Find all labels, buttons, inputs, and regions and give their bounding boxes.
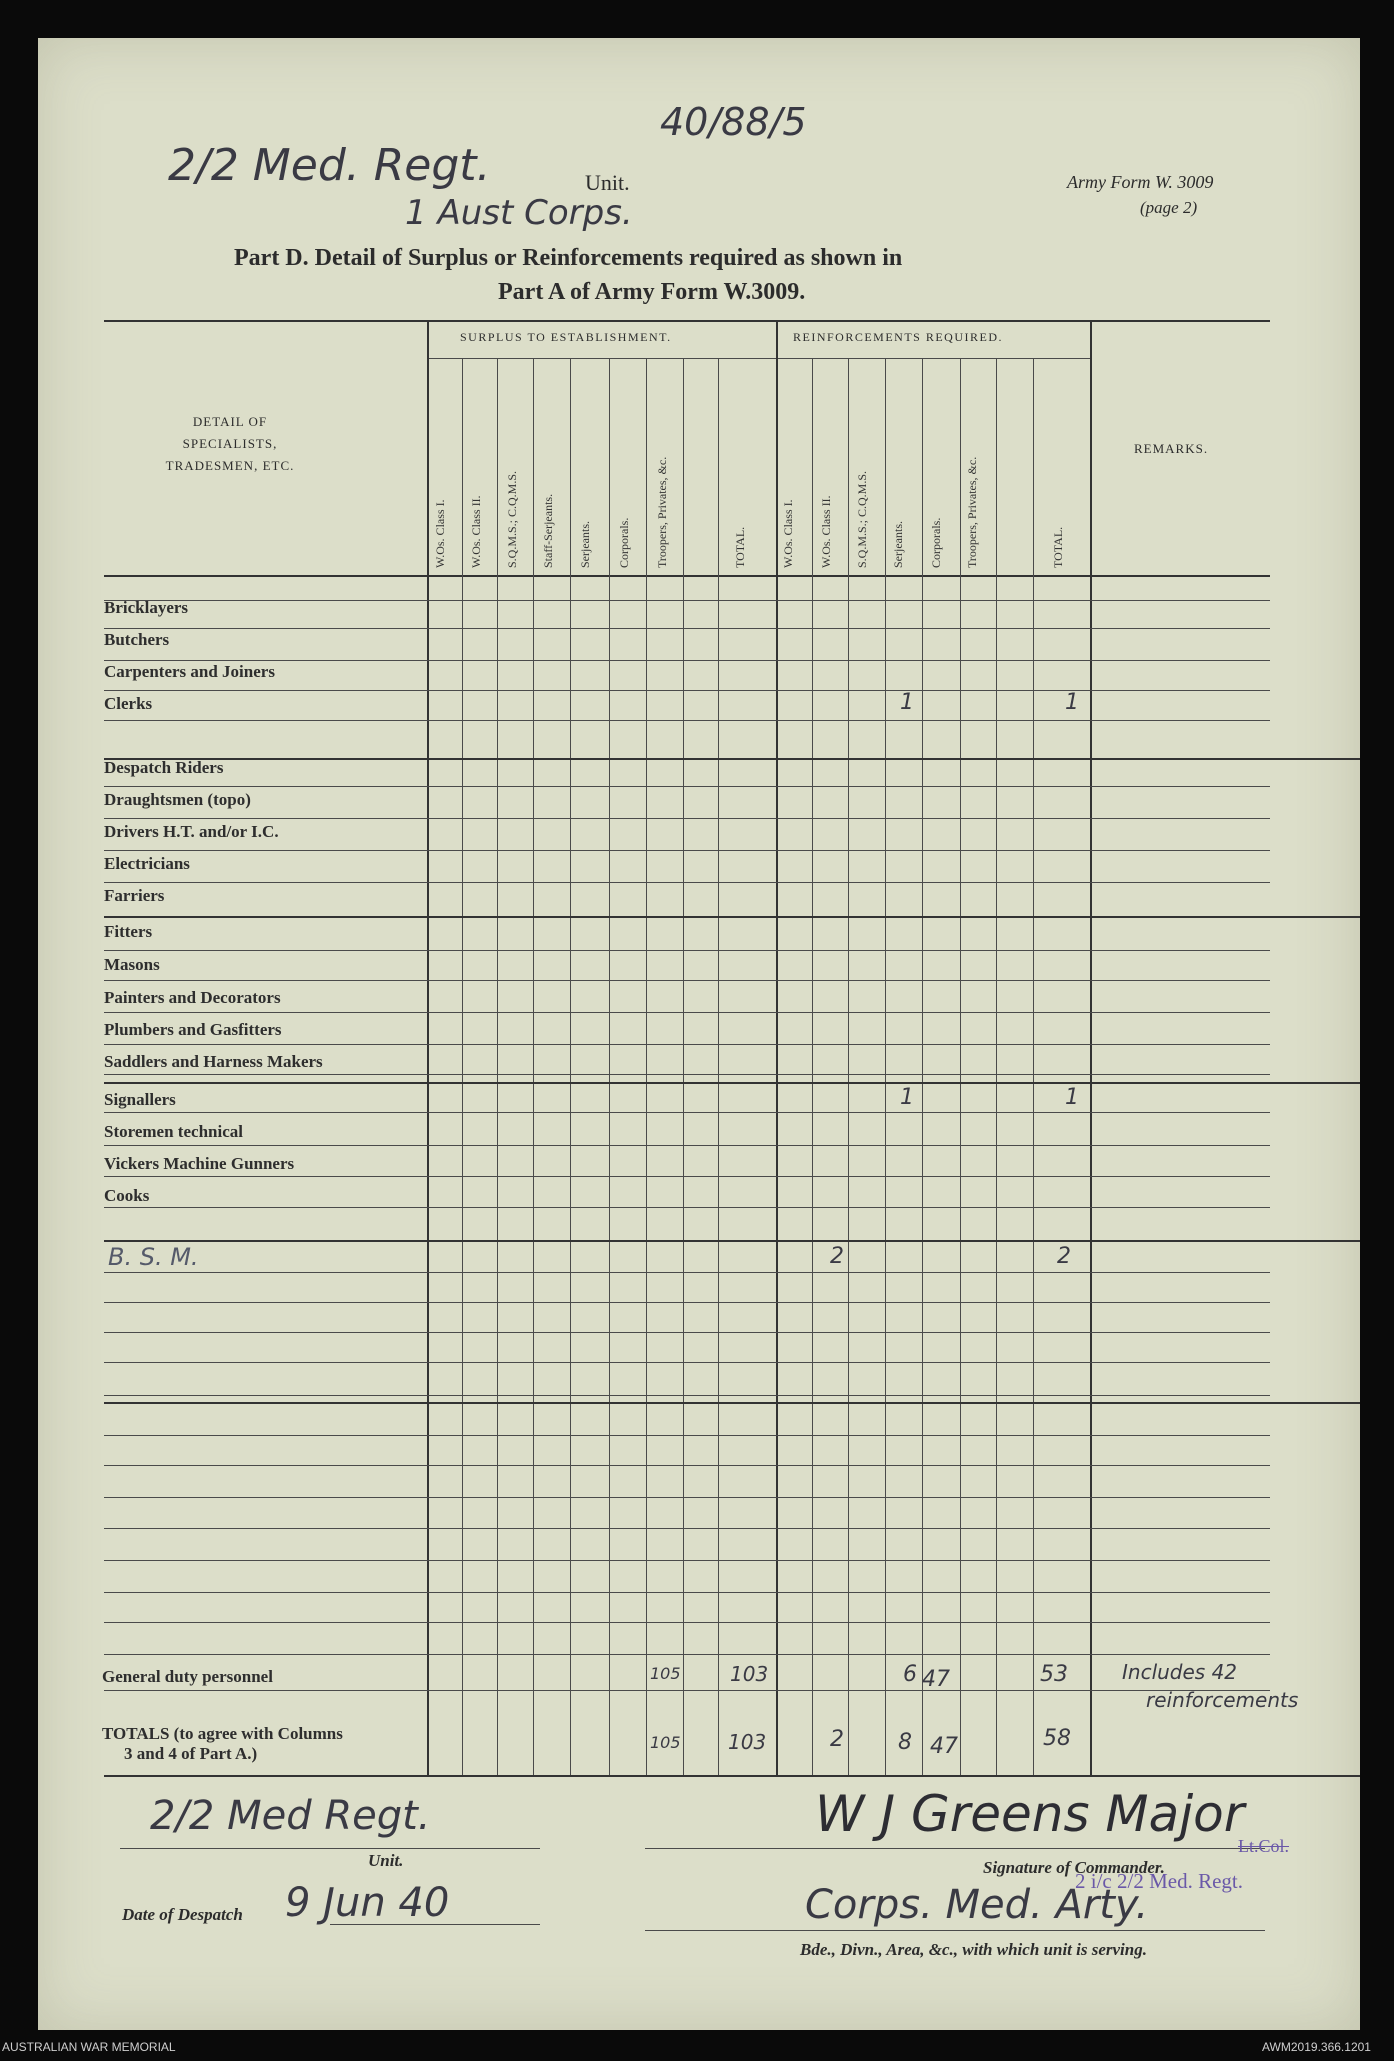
archive-reference: AWM2019.366.1201 (1262, 2040, 1371, 2054)
column-rule (812, 358, 813, 1775)
commander-signature: W J Greens Major (815, 1785, 1245, 1843)
gd-remarks-line-2: reinforcements (1146, 1688, 1299, 1712)
remarks-header: REMARKS. (1134, 441, 1209, 456)
surplus-column-header: Serjeants. (578, 521, 592, 568)
gd-total-value: 53 (1040, 1662, 1068, 1687)
row-rule (104, 1592, 1270, 1593)
column-rule (646, 358, 647, 1775)
row-rule (104, 1362, 1270, 1363)
column-rule (996, 358, 997, 1775)
row-rule (104, 1395, 1270, 1396)
row-rule (104, 1044, 1270, 1045)
row-rule (104, 1145, 1270, 1146)
clerks-total-value: 1 (1065, 690, 1079, 715)
row-rule (104, 1775, 1360, 1777)
row-label-storemen-technical: Storemen technical (104, 1122, 243, 1141)
surplus-column-header: S.Q.M.S.; C.Q.M.S. (505, 470, 519, 568)
column-rule (1090, 320, 1092, 1775)
row-rule (104, 758, 1360, 760)
signallers-total-value: 1 (1065, 1085, 1079, 1110)
row-rule (104, 1560, 1270, 1561)
row-rule (104, 980, 1270, 981)
surplus-column-header: Troopers, Privates, &c. (655, 456, 669, 568)
reinforcement-column-header: S.Q.M.S.; C.Q.M.S. (855, 470, 869, 568)
column-rule (570, 358, 571, 1775)
unit-sub-handwritten: 1 Aust Corps. (405, 193, 633, 233)
title-line-1: Part D. Detail of Surplus or Reinforcements required as shown in (234, 245, 903, 271)
formation-line (645, 1930, 1265, 1931)
row-label-electricians: Electricians (104, 854, 190, 873)
row-rule (104, 1465, 1270, 1466)
footer-unit-handwritten: 2/2 Med Regt. (150, 1793, 431, 1839)
header-bottom-rule (104, 575, 1270, 577)
row-label-fitters: Fitters (104, 922, 153, 941)
formation-label: Bde., Divn., Area, &c., with which unit is serving. (800, 1940, 1147, 1959)
column-rule (497, 358, 498, 1775)
signature-label: Signature of Commander. (983, 1858, 1165, 1877)
row-label-butchers: Butchers (104, 630, 170, 649)
row-rule (104, 1207, 1270, 1208)
row-rule (104, 818, 1270, 819)
column-rule (718, 358, 719, 1775)
surplus-header: SURPLUS TO ESTABLISHMENT. (460, 330, 672, 344)
gd-surplus-total-value: 103 (730, 1662, 769, 1686)
row-label-bricklayers: Bricklayers (104, 598, 189, 617)
unit-handwritten: 2/2 Med. Regt. (168, 140, 491, 191)
reinforcement-column-header: Corporals. (929, 517, 943, 568)
row-rule (104, 1497, 1270, 1498)
row-label-painters-and-decorators: Painters and Decorators (104, 988, 281, 1007)
column-rule (1033, 358, 1034, 1775)
row-label-drivers-h-t-and-or-i-c: Drivers H.T. and/or I.C. (104, 822, 279, 841)
row-rule (104, 916, 1360, 918)
row-rule (104, 1435, 1270, 1436)
row-rule (104, 1622, 1270, 1623)
column-rule (683, 358, 684, 1775)
column-rule (462, 358, 463, 1775)
signallers-serjeants-value: 1 (900, 1085, 914, 1110)
despatch-date-handwritten: 9 Jun 40 (285, 1880, 450, 1926)
row-rule (104, 1240, 1360, 1242)
row-label-saddlers-and-harness-makers: Saddlers and Harness Makers (104, 1052, 323, 1071)
surplus-column-header: Staff-Serjeants. (541, 493, 555, 568)
row-rule (104, 786, 1270, 787)
row-label-clerks: Clerks (104, 694, 153, 713)
surplus-column-header: TOTAL. (733, 526, 747, 568)
row-rule (104, 1654, 1270, 1655)
row-rule (104, 1528, 1270, 1529)
bsm-row-label: B. S. M. (108, 1243, 199, 1271)
detail-header: DETAIL OF SPECIALISTS, TRADESMEN, ETC. (165, 414, 295, 473)
form-name: Army Form W. 3009 (1067, 172, 1214, 192)
row-label-masons: Masons (104, 955, 160, 974)
row-label-draughtsmen-topo: Draughtsmen (topo) (104, 790, 251, 809)
table-top-rule (104, 320, 1270, 322)
row-label-carpenters-and-joiners: Carpenters and Joiners (104, 662, 275, 681)
column-rule (776, 320, 778, 1775)
reinforcement-column-header: TOTAL. (1051, 526, 1065, 568)
gd-serjeants-value: 6 (903, 1662, 917, 1687)
despatch-label: Date of Despatch (122, 1905, 243, 1924)
struck-rank: Lt.Col. (1238, 1836, 1290, 1856)
reinforcement-column-header: W.Os. Class II. (819, 495, 833, 568)
formation-handwritten: Corps. Med. Arty. (805, 1882, 1149, 1928)
column-rule (533, 358, 534, 1775)
row-rule (104, 660, 1270, 661)
row-rule (104, 1082, 1360, 1084)
commander-signature-line (645, 1848, 1265, 1849)
reinforcement-column-header: Troopers, Privates, &c. (965, 456, 979, 568)
unit-label: Unit. (585, 170, 630, 195)
row-label-farriers: Farriers (104, 886, 165, 905)
totals-woii-value: 2 (830, 1727, 844, 1752)
reinforcement-column-header: Serjeants. (891, 521, 905, 568)
totals-corporals-value: 47 (930, 1734, 958, 1759)
row-rule (104, 1402, 1360, 1404)
row-label-vickers-machine-gunners: Vickers Machine Gunners (104, 1154, 295, 1173)
column-rule (848, 358, 849, 1775)
column-rule (922, 358, 923, 1775)
surplus-column-header: Corporals. (617, 517, 631, 568)
row-rule (104, 628, 1270, 629)
reinforcements-header: REINFORCEMENTS REQUIRED. (793, 330, 1004, 344)
row-rule (104, 1302, 1270, 1303)
row-rule (104, 1176, 1270, 1177)
row-label-cooks: Cooks (104, 1186, 150, 1205)
row-rule (104, 950, 1270, 951)
reference-number: 40/88/5 (660, 100, 807, 144)
row-rule (104, 1074, 1270, 1075)
archive-credit: AUSTRALIAN WAR MEMORIAL (2, 2040, 176, 2054)
reinforcement-column-header: W.Os. Class I. (781, 499, 795, 568)
row-rule (104, 882, 1270, 883)
row-rule (104, 1690, 1270, 1691)
column-rule (427, 320, 429, 1775)
totals-label-2: 3 and 4 of Part A.) (124, 1744, 258, 1763)
column-rule (885, 358, 886, 1775)
totals-serjeants-value: 8 (898, 1730, 912, 1755)
totals-troopers-value: 105 (650, 1733, 681, 1752)
column-rule (609, 358, 610, 1775)
row-rule (104, 720, 1270, 721)
gd-remarks-line-1: Includes 42 (1122, 1660, 1238, 1684)
column-rule (960, 358, 961, 1775)
gd-troopers-value: 105 (650, 1664, 681, 1683)
row-rule (104, 600, 1270, 601)
title-line-2: Part A of Army Form W.3009. (498, 279, 806, 305)
row-rule (104, 1332, 1270, 1333)
row-rule (104, 1012, 1270, 1013)
row-label-plumbers-and-gasfitters: Plumbers and Gasfitters (104, 1020, 282, 1039)
surplus-column-header: W.Os. Class II. (469, 495, 483, 568)
form-page: (page 2) (1140, 198, 1198, 217)
bsm-woii-value: 2 (830, 1244, 844, 1269)
bsm-total-value: 2 (1057, 1244, 1071, 1269)
unit-signature-line (120, 1848, 540, 1849)
clerks-serjeants-value: 1 (900, 690, 914, 715)
rank-stamp: 2 i/c 2/2 Med. Regt. (1075, 1869, 1243, 1893)
row-rule (104, 690, 1270, 691)
row-label-signallers: Signallers (104, 1090, 176, 1109)
surplus-column-header: W.Os. Class I. (433, 499, 447, 568)
row-rule (104, 1112, 1270, 1113)
footer-unit-label: Unit. (368, 1851, 404, 1870)
general-duty-label: General duty personnel (102, 1667, 273, 1686)
group-header-rule (427, 358, 1090, 359)
totals-surplus-total-value: 103 (728, 1730, 767, 1754)
gd-corporals-value: 47 (922, 1667, 950, 1692)
totals-total-value: 58 (1043, 1726, 1071, 1751)
row-rule (104, 850, 1270, 851)
row-label-despatch-riders: Despatch Riders (104, 758, 224, 777)
totals-label-1: TOTALS (to agree with Columns (102, 1724, 343, 1743)
row-rule (104, 1272, 1270, 1273)
